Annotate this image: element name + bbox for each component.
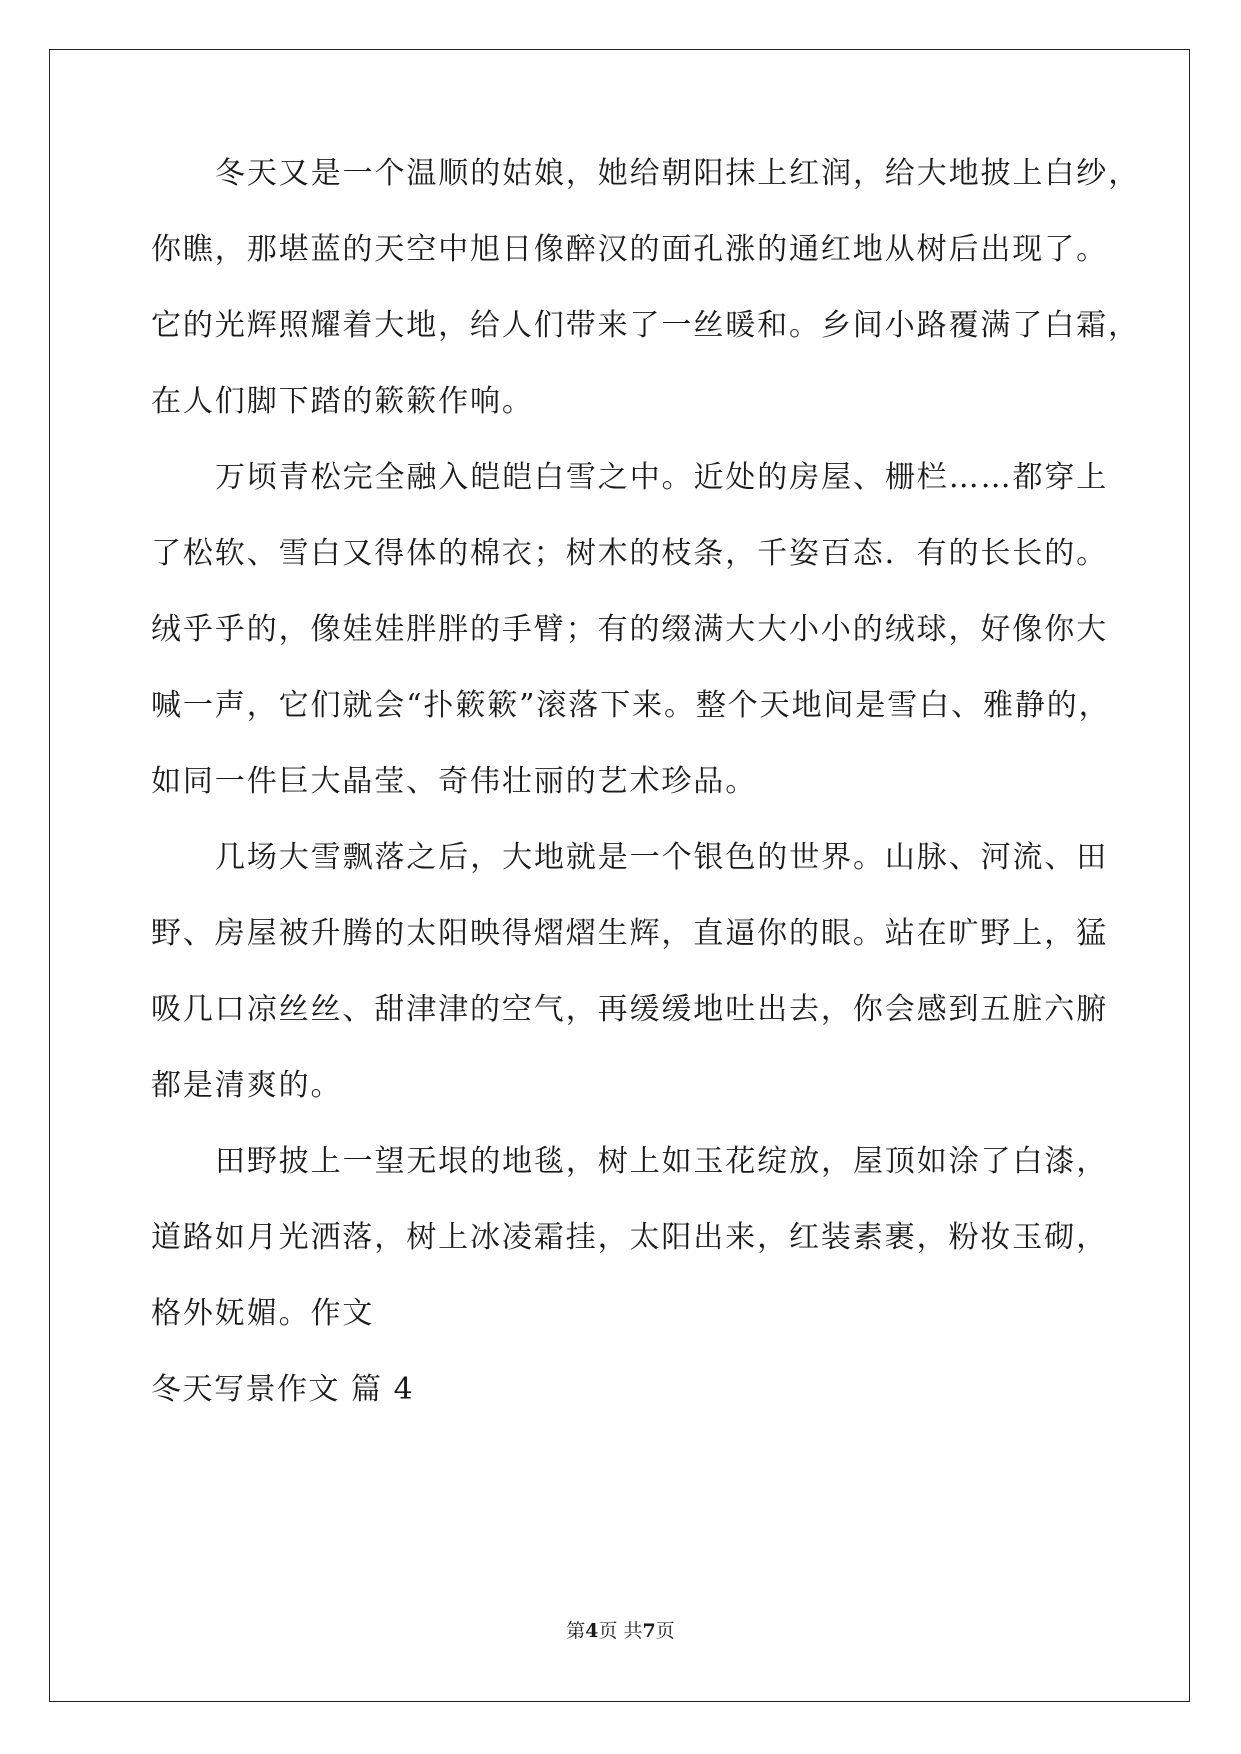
footer-middle: 页 共 [598,1620,643,1642]
paragraph-4-line-1: 田野披上一望无垠的地毯，树上如玉花绽放，屋顶如涂了白漆， [215,1144,1109,1179]
paragraph-2-line-4: 喊一声，它们就会“扑簌簌”滚落下来。整个天地间是雪白、雅静的， [151,688,1111,723]
section-heading: 冬天写景作文 篇 4 [151,1372,415,1407]
paragraph-1-line-4: 在人们脚下踏的簌簌作响。 [151,384,534,419]
paragraph-3-line-4: 都是清爽的。 [151,1068,343,1103]
paragraph-4-line-2: 道路如月光洒落，树上冰凌霜挂，太阳出来，红装素裹，粉妆玉砌， [151,1220,1108,1255]
paragraph-2-line-2: 了松软、雪白又得体的棉衣；树木的枝条，千姿百态．有的长长的。 [151,536,1108,571]
paragraph-2-line-3: 绒乎乎的，像娃娃胖胖的手臂；有的缀满大大小小的绒球，好像你大 [151,612,1108,647]
paragraph-3-line-2: 野、房屋被升腾的太阳映得熠熠生辉，直逼你的眼。站在旷野上，猛 [151,916,1108,951]
paragraph-2-line-5: 如同一件巨大晶莹、奇伟壮丽的艺术珍品。 [151,764,758,799]
paragraph-1-line-2: 你瞧，那堪蓝的天空中旭日像醉汉的面孔涨的通红地从树后出现了。 [151,232,1108,267]
paragraph-1-line-3: 它的光辉照耀着大地，给人们带来了一丝暖和。乡间小路覆满了白霜， [151,308,1140,343]
paragraph-3-line-1: 几场大雪飘落之后，大地就是一个银色的世界。山脉、河流、田 [215,840,1109,875]
paragraph-2-line-1: 万顷青松完全融入皑皑白雪之中。近处的房屋、栅栏……都穿上 [215,460,1109,495]
page-footer [0,1616,1241,1643]
paragraph-4-line-3: 格外妩媚。作文 [151,1296,375,1331]
total-page-count: 7 [642,1620,656,1642]
current-page-number: 4 [585,1620,599,1642]
paragraph-3-line-3: 吸几口凉丝丝、甜津津的空气，再缓缓地吐出去，你会感到五脏六腑 [151,992,1108,1027]
paragraph-1-line-1: 冬天又是一个温顺的姑娘，她给朝阳抹上红润，给大地披上白纱， [215,156,1141,191]
footer-prefix: 第 [566,1620,586,1642]
footer-suffix: 页 [655,1620,675,1642]
